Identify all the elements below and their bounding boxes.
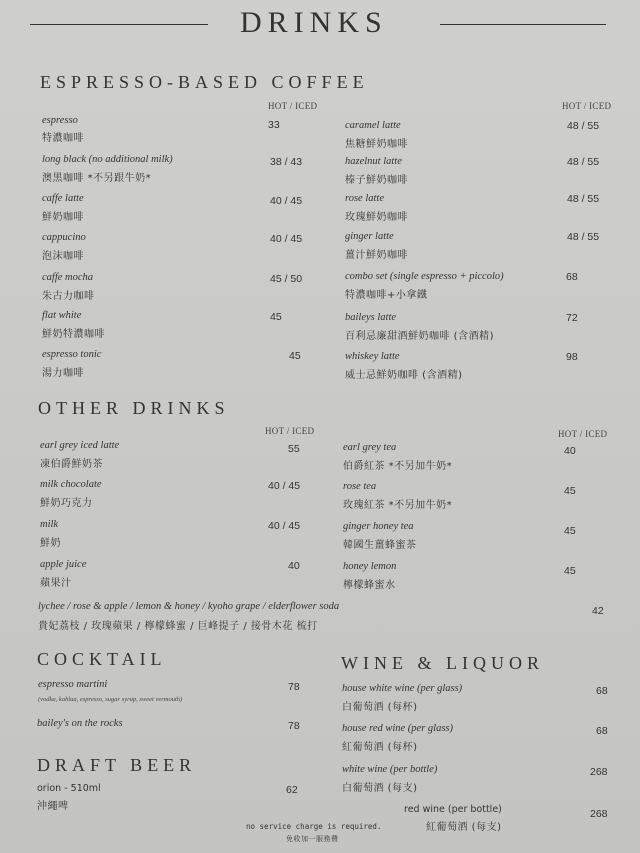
item-price: 45 <box>564 525 576 537</box>
item-name: ginger latte <box>345 231 394 242</box>
item-price: 48 / 55 <box>567 156 600 168</box>
item-name-zh: 白葡萄酒 (每杯) <box>342 702 418 713</box>
item-name: espresso tonic <box>42 349 102 360</box>
item-name-zh: 檸檬蜂蜜水 <box>343 580 396 591</box>
hot-iced-header-left: HOT / ICED <box>265 426 315 436</box>
item-price: 78 <box>288 681 300 693</box>
item-name-zh: 朱古力咖啡 <box>42 291 95 302</box>
item-price: 42 <box>592 605 604 617</box>
item-name: caffe latte <box>42 193 84 204</box>
item-price: 268 <box>590 808 608 820</box>
item-price: 68 <box>566 271 578 283</box>
item-price: 40 / 45 <box>270 195 303 207</box>
item-name-zh: 特濃咖啡+小拿鐵 <box>345 290 428 301</box>
item-name-zh: 泡沫咖啡 <box>42 251 84 262</box>
item-price: 78 <box>288 720 300 732</box>
item-name-zh: 玫瑰鮮奶咖啡 <box>345 212 408 223</box>
item-name: bailey's on the rocks <box>37 718 123 729</box>
item-name: house white wine (per glass) <box>342 683 463 694</box>
item-name-zh: 伯爵紅茶 *不另加牛奶* <box>343 461 453 472</box>
hot-iced-header-right: HOT / ICED <box>562 101 612 111</box>
item-name-zh: 沖繩啤 <box>37 801 69 812</box>
item-name: milk <box>40 519 59 530</box>
item-name-zh: 威士忌鮮奶咖啡 (含酒精) <box>345 370 463 381</box>
item-name: ginger honey tea <box>343 521 414 532</box>
item-price: 62 <box>286 784 298 796</box>
item-name-zh: 韓國生薑蜂蜜茶 <box>343 540 417 551</box>
item-price: 98 <box>566 351 578 363</box>
item-name-zh: 貴妃荔枝 / 玫瑰蘋果 / 檸檬蜂蜜 / 巨峰提子 / 接骨木花 梳打 <box>38 621 318 632</box>
title-rule-left <box>30 24 208 25</box>
item-price: 45 <box>564 565 576 577</box>
title-rule-right <box>440 24 606 25</box>
item-price: 268 <box>590 766 608 778</box>
item-price: 40 / 45 <box>270 233 303 245</box>
item-name-zh: 鮮奶特濃咖啡 <box>42 329 105 340</box>
item-price: 72 <box>566 312 578 324</box>
item-price: 40 / 45 <box>268 480 301 492</box>
service-charge-note: no service charge is required. <box>246 822 382 831</box>
section-heading-wine-liquor: WINE & LIQUOR <box>341 653 544 673</box>
item-name-zh: 薑汁鮮奶咖啡 <box>345 250 408 261</box>
item-name: caffe mocha <box>42 272 94 283</box>
item-name-zh: 澳黑咖啡 *不另跟牛奶* <box>42 173 152 184</box>
item-name: orion - 510ml <box>37 783 101 794</box>
service-charge-note-zh: 免收加一服務費 <box>286 835 339 843</box>
item-name: long black (no additional milk) <box>42 154 173 165</box>
item-name: lychee / rose & apple / lemon & honey / kyoho grape / elderflower soda <box>38 601 340 612</box>
item-name: combo set (single espresso + piccolo) <box>345 271 504 282</box>
item-price: 68 <box>596 725 608 737</box>
item-name: red wine (per bottle) <box>404 804 502 815</box>
section-heading-other-drinks: OTHER DRINKS <box>38 398 230 418</box>
item-name: earl grey iced latte <box>40 440 120 451</box>
item-name: hazelnut latte <box>345 156 402 167</box>
item-price: 48 / 55 <box>567 120 600 132</box>
item-name-zh: 白葡萄酒 (每支) <box>342 783 418 794</box>
item-price: 45 <box>564 485 576 497</box>
item-name: white wine (per bottle) <box>342 764 438 775</box>
item-name-zh: 焦糖鮮奶咖啡 <box>345 139 408 150</box>
item-name-zh: 紅葡萄酒 (每支) <box>426 822 502 833</box>
item-price: 45 / 50 <box>270 273 303 285</box>
section-heading-draft-beer: DRAFT BEER <box>37 755 197 775</box>
item-name-zh: 湯力咖啡 <box>42 368 84 379</box>
item-price: 40 <box>564 445 576 457</box>
item-name-zh: 鮮奶巧克力 <box>40 498 93 509</box>
item-name-zh: 特濃咖啡 <box>42 133 84 144</box>
item-price: 48 / 55 <box>567 193 600 205</box>
item-price: 38 / 43 <box>270 156 303 168</box>
item-name: rose tea <box>343 481 377 492</box>
item-name: espresso <box>42 115 78 126</box>
item-name-zh: 蘋果汁 <box>40 578 72 589</box>
item-name: baileys latte <box>345 312 397 323</box>
section-heading-espresso: ESPRESSO-BASED COFFEE <box>40 72 369 92</box>
item-price: 55 <box>288 443 300 455</box>
item-name: rose latte <box>345 193 384 204</box>
item-name: house red wine (per glass) <box>342 723 454 734</box>
item-name-zh: 百利忌廉甜酒鮮奶咖啡 (含酒精) <box>345 331 494 342</box>
item-name: earl grey tea <box>343 442 397 453</box>
item-name: apple juice <box>40 559 87 570</box>
item-name: milk chocolate <box>40 479 102 490</box>
item-price: 33 <box>268 119 280 131</box>
item-price: 40 / 45 <box>268 520 301 532</box>
item-price: 45 <box>289 350 301 362</box>
item-price: 68 <box>596 685 608 697</box>
item-name-zh: 凍伯爵鮮奶茶 <box>40 459 103 470</box>
item-name-zh: 鮮奶 <box>40 538 61 549</box>
item-name-zh: 榛子鮮奶咖啡 <box>345 175 408 186</box>
item-name: espresso martini <box>38 679 108 690</box>
hot-iced-header-right: HOT / ICED <box>558 429 608 439</box>
item-price: 48 / 55 <box>567 231 600 243</box>
item-description: (vodka, kahlua, espresso, sugar syrup, sweet vermouth) <box>38 696 183 703</box>
item-price: 45 <box>270 311 282 323</box>
item-name: whiskey latte <box>345 351 400 362</box>
item-name: honey lemon <box>343 561 397 572</box>
item-name: flat white <box>42 310 82 321</box>
item-name-zh: 鮮奶咖啡 <box>42 212 84 223</box>
hot-iced-header-left: HOT / ICED <box>268 101 318 111</box>
item-name-zh: 玫瑰紅茶 *不另加牛奶* <box>343 500 453 511</box>
page-title: DRINKS <box>240 6 388 39</box>
item-price: 40 <box>288 560 300 572</box>
item-name: cappucino <box>42 232 86 243</box>
item-name-zh: 紅葡萄酒 (每杯) <box>342 742 418 753</box>
item-name: caramel latte <box>345 120 401 131</box>
section-heading-cocktail: COCKTAIL <box>37 649 167 669</box>
